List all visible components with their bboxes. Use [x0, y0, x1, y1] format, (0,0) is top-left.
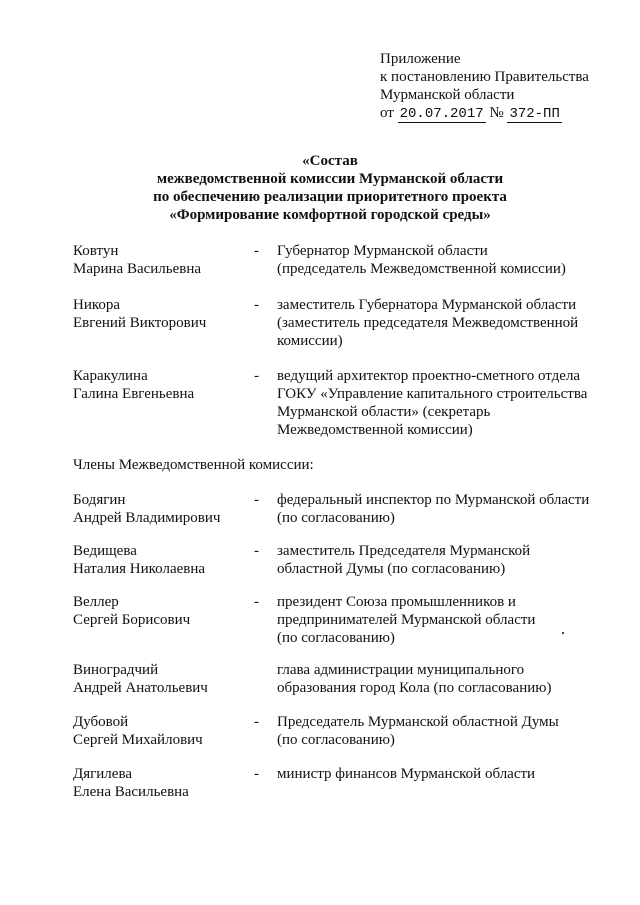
member-name [73, 661, 248, 697]
role-line: заместитель Председателя Мурманской [277, 543, 531, 559]
member-role [277, 542, 612, 578]
title-line-4: «Формирование комфортной городской среды» [169, 207, 491, 223]
role-line: предпринимателей Мурманской области [277, 612, 536, 628]
role-line: образования город Кола (по согласованию) [277, 680, 552, 696]
decree-date-number [380, 104, 625, 123]
role-line: президент Союза промышленников и [277, 594, 516, 610]
member-given-name: Евгений Викторович [73, 315, 207, 331]
role-line: (по согласованию) [277, 630, 395, 646]
appendix-block [380, 50, 625, 123]
member-surname: Виноградчий [73, 662, 159, 678]
member-given-name: Андрей Владимирович [73, 510, 221, 526]
member-surname: Каракулина [73, 368, 148, 384]
member-name [73, 593, 248, 629]
member-given-name: Сергей Михайлович [73, 732, 203, 748]
role-line: Межведомственной комиссии) [277, 422, 473, 438]
member-surname: Веллер [73, 594, 119, 610]
decree-date: 20.07.2017 [399, 106, 484, 122]
member-role [277, 713, 612, 749]
role-line: Губернатор Мурманской области [277, 243, 488, 259]
dash-separator: - [254, 243, 259, 259]
scan-speck [562, 632, 564, 634]
member-surname: Дягилева [73, 766, 132, 782]
member-name [73, 713, 248, 749]
role-line: глава администрации муниципального [277, 662, 525, 678]
role-line: областной Думы (по согласованию) [277, 561, 506, 577]
member-surname: Никора [73, 297, 121, 313]
member-role [277, 661, 612, 697]
dash-separator: - [254, 543, 259, 559]
member-given-name: Галина Евгеньевна [73, 386, 195, 402]
appendix-decree-ref: к постановлению Правительства [380, 69, 589, 85]
member-given-name: Елена Васильевна [73, 784, 189, 800]
member-given-name: Наталия Николаевна [73, 561, 206, 577]
appendix-region: Мурманской области [380, 87, 515, 103]
member-given-name: Сергей Борисович [73, 612, 191, 628]
date-prefix: от [380, 105, 394, 121]
title-line-2: межведомственной комиссии Мурманской области [156, 171, 504, 187]
appendix-label: Приложение [380, 51, 461, 67]
member-surname: Дубовой [73, 714, 129, 730]
dash-separator: - [254, 714, 259, 730]
dash-separator: - [254, 594, 259, 610]
member-name [73, 542, 248, 578]
role-line: Мурманской области» (секретарь [277, 404, 491, 420]
number-prefix: № [489, 105, 504, 121]
role-line: заместитель Губернатора Мурманской области [277, 297, 577, 313]
role-line: (председатель Межведомственной комиссии) [277, 261, 566, 277]
dash-separator: - [254, 492, 259, 508]
role-line: (заместитель председателя Межведомственной [277, 315, 579, 331]
role-line: ГОКУ «Управление капитального строительства [277, 386, 588, 402]
member-role [277, 593, 612, 647]
title-line-1: «Состав [302, 153, 358, 169]
member-surname: Бодягин [73, 492, 126, 508]
member-name [73, 242, 248, 278]
title-line-3: по обеспечению реализации приоритетного проекта [153, 189, 507, 205]
dash-separator: - [254, 368, 259, 384]
role-line: ведущий архитектор проектно-сметного отдела [277, 368, 581, 384]
role-line: министр финансов Мурманской области [277, 766, 536, 782]
member-given-name: Марина Васильевна [73, 261, 202, 277]
document-title [40, 152, 620, 224]
member-name [73, 296, 248, 332]
member-name [73, 491, 248, 527]
role-line: (по согласованию) [277, 510, 395, 526]
member-given-name: Андрей Анатольевич [73, 680, 208, 696]
dash-separator: - [254, 766, 259, 782]
role-line: (по согласованию) [277, 732, 395, 748]
member-role [277, 765, 612, 783]
role-line: федеральный инспектор по Мурманской области [277, 492, 590, 508]
member-role [277, 367, 612, 439]
dash-separator: - [254, 297, 259, 313]
member-name [73, 765, 248, 801]
member-name [73, 367, 248, 403]
role-line: комиссии) [277, 333, 343, 349]
role-line: Председатель Мурманской областной Думы [277, 714, 559, 730]
member-role [277, 296, 612, 350]
member-role [277, 491, 612, 527]
member-role [277, 242, 612, 278]
member-surname: Ведищева [73, 543, 137, 559]
decree-number: 372-ПП [509, 106, 560, 122]
members-heading: Члены Межведомственной комиссии: [73, 457, 314, 473]
member-surname: Ковтун [73, 243, 119, 259]
